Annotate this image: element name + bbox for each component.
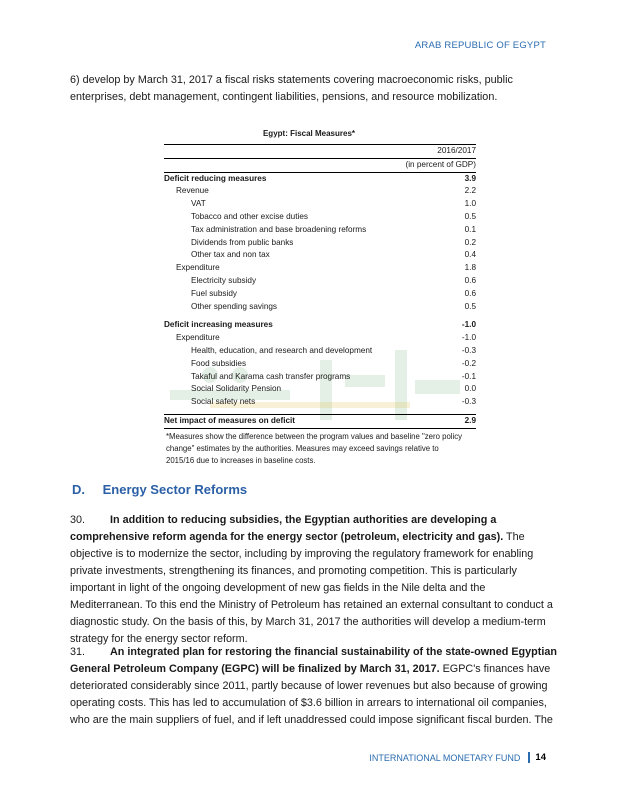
table-row: Revenue 2.2: [176, 186, 476, 196]
table-header-year: [164, 145, 476, 159]
table-header-unit: [164, 159, 476, 173]
table-row: Deficit reducing measures 3.9: [164, 173, 476, 183]
table-row: Social safety nets -0.3: [191, 397, 476, 407]
fiscal-measures-table: [164, 144, 476, 467]
table-row: Deficit increasing measures -1.0: [164, 320, 476, 330]
paragraph-30: [70, 512, 560, 648]
section-heading: [72, 482, 247, 497]
unit-label: (in percent of GDP): [405, 159, 476, 169]
section-title: Energy Sector Reforms: [102, 482, 248, 497]
running-footer: [369, 752, 546, 763]
paragraph-6-item: 6) develop by March 31, 2017 a fiscal risks statements covering macroeconomic risks, public enterprises, debt management, contingent liabilities, pensions, and resource mobilization.: [70, 74, 513, 103]
paragraph-number: 31.: [70, 646, 86, 658]
table-row: Takaful and Karama cash transfer programs -0.1: [191, 371, 476, 381]
table-row: VAT 1.0: [191, 199, 476, 209]
paragraph-lead: An integrated plan for restoring the financial sustainability of the state-owned Egyptian General Petroleum Company (EGPC) will be finalized by March 31, 2017.: [70, 646, 557, 675]
table-row: Fuel subsidy 0.6: [191, 288, 476, 298]
page-number: 14: [528, 752, 546, 763]
table-footnote: *Measures show the difference between the program values and baseline "zero policy change" estimates by the authorities. Measures may exceed savings relative to 2015/16 due to increases in baseline costs.: [166, 431, 463, 465]
section-letter: D.: [72, 482, 85, 497]
table-row: Other tax and non tax 0.4: [191, 250, 476, 260]
table-row: Tax administration and base broadening reforms 0.1: [191, 224, 476, 234]
table-row-net: Net impact of measures on deficit 2.9: [164, 414, 476, 429]
running-header: ARAB REPUBLIC OF EGYPT: [414, 40, 546, 51]
paragraph-body: The objective is to modernize the sector, including by improving the regulatory framework for enabling private investments, strengthening its finances, and promoting competition. This is particularly important in light of the ongoing development of new gas fields in the Nile delta and the Mediterranean. To this end the Ministry of Petroleum has retained an external consultant to conduct a diagnostic study. On the basis of this, by March 31, 2017 the authorities will develop a medium-term strategy for the energy sector reform.: [70, 531, 553, 645]
table-row: Social Solidarity Pension 0.0: [191, 384, 476, 394]
table-row: Expenditure 1.8: [176, 263, 476, 273]
table-row: Electricity subsidy 0.6: [191, 275, 476, 285]
table-row: Expenditure -1.0: [176, 333, 476, 343]
paragraph-31: [70, 644, 560, 729]
year-label: 2016/2017: [437, 146, 476, 155]
paragraph-number: 30.: [70, 514, 86, 526]
table-row: Dividends from public banks 0.2: [191, 237, 476, 247]
table-row: Health, education, and research and development -0.3: [191, 345, 476, 355]
paragraph-lead: In addition to reducing subsidies, the Egyptian authorities are developing a comprehensive reform agenda for the energy sector (petroleum, electricity and gas).: [70, 514, 504, 543]
footer-org: INTERNATIONAL MONETARY FUND: [369, 752, 521, 763]
table-row: Food subsidies -0.2: [191, 358, 476, 368]
paragraph-body: EGPC's finances have deteriorated considerably since 2011, partly because of lower revenues but also because of growing operating costs. This has led to accumulation of $3.6 billion in arrears to international oil companies, who are the main suppliers of fuel, and if left unaddressed could impose significant fiscal burden. The: [70, 663, 553, 726]
table-title: Egypt: Fiscal Measures*: [262, 129, 356, 138]
table-row: Other spending savings 0.5: [191, 301, 476, 311]
table-row: Tobacco and other excise duties 0.5: [191, 211, 476, 221]
